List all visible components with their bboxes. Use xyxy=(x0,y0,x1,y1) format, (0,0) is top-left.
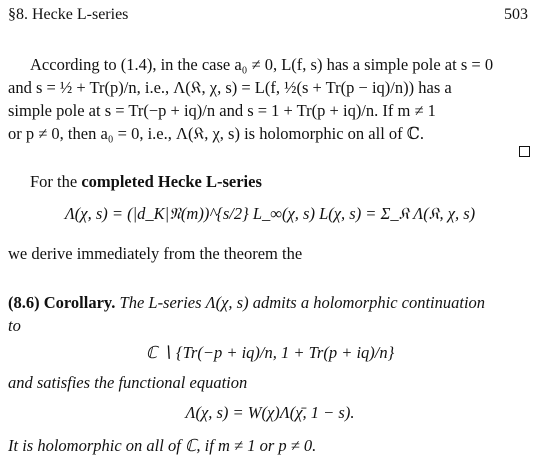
corollary-line: It is holomorphic on all of ℂ, if m ≠ 1 or p ≠ 0. xyxy=(8,436,317,455)
corollary-line: to xyxy=(8,316,21,335)
intro-term: completed Hecke L-series xyxy=(81,172,262,191)
corollary-line xyxy=(8,293,485,313)
intro-prefix: For the xyxy=(30,172,82,191)
text-line: we derive immediately from the theorem the xyxy=(8,244,303,263)
text-line: According to (1.4), in the case a₀ ≠ 0, L(f, s) has a simple pole at s = 0 xyxy=(30,55,494,74)
section-title: §8. Hecke L-series xyxy=(8,6,129,23)
text-line xyxy=(30,172,262,192)
qed-box-icon xyxy=(519,146,530,157)
corollary-label: (8.6) Corollary. xyxy=(8,293,116,312)
text-line: or p ≠ 0, then a₀ = 0, i.e., Λ(𝔎, χ, s) is holomorphic on all of ℂ. xyxy=(8,124,425,143)
page-number: 503 xyxy=(504,6,528,23)
corollary-line: and satisfies the functional equation xyxy=(8,373,248,392)
functional-equation: Λ(χ, s) = W(χ)Λ(χ̄, 1 − s). xyxy=(185,403,355,422)
text-line: simple pole at s = Tr(−p + iq)/n and s = 1 + Tr(p + iq)/n. If m ≠ 1 xyxy=(8,101,436,120)
corollary-text: The L-series Λ(χ, s) admits a holomorphic continuation xyxy=(119,293,486,312)
display-set: ℂ ∖ {Tr(−p + iq)/n, 1 + Tr(p + iq)/n} xyxy=(145,343,395,362)
text-line: and s = ½ + Tr(p)/n, i.e., Λ(𝔎, χ, s) = L(f, ½(s + Tr(p − iq)/n)) has a xyxy=(8,78,452,97)
display-formula: Λ(χ, s) = (|d_K|𝔑(m))^{s/2} L_∞(χ, s) L(χ, s) = Σ_𝔎 Λ(𝔎, χ, s) xyxy=(64,204,476,223)
